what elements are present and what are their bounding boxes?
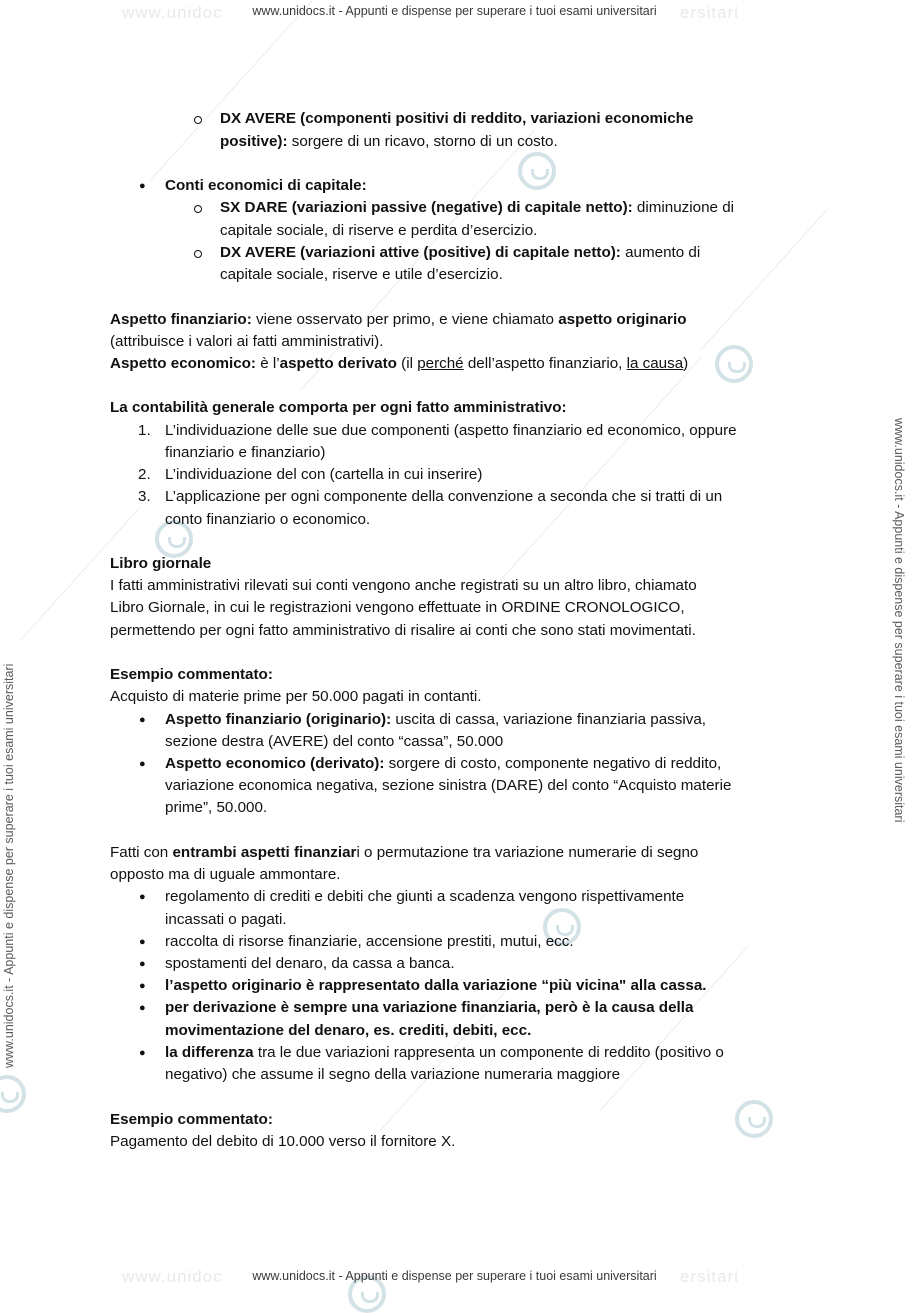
text-line: Aspetto finanziario (originario): uscita di cassa, variazione finanziaria passiva, — [165, 711, 706, 728]
text-line: spostamenti del denaro, da cassa a banca. — [165, 955, 455, 972]
bullet-icon: ● — [139, 958, 146, 970]
text-line: Acquisto di materie prime per 50.000 pagati in contanti. — [110, 688, 482, 705]
watermark-logo-icon — [715, 345, 753, 383]
text-line: capitale sociale, di riserve e perdita d’esercizio. — [220, 222, 538, 239]
watermark-logo-icon — [0, 1075, 26, 1113]
text-line: I fatti amministrativi rilevati sui conti vengono anche registrati su un altro libro, chiamato — [110, 577, 697, 594]
text-line: prime”, 50.000. — [165, 799, 268, 816]
watermark-line — [150, 0, 318, 181]
text-line: la differenza tra le due variazioni rappresenta un componente di reddito (positivo o — [165, 1044, 724, 1061]
list-number: 3. — [138, 488, 151, 505]
list-number: 2. — [138, 466, 151, 483]
watermark-text: www.unidoc — [122, 3, 223, 22]
side-watermark-left: www.unidocs.it - Appunti e dispense per superare i tuoi esami universitari — [2, 663, 16, 1068]
watermark-text: www.unidoc — [122, 1267, 223, 1286]
watermark-line — [600, 947, 748, 1111]
circle-bullet-icon — [194, 250, 202, 258]
watermark-text: ersitari — [680, 3, 740, 22]
text-line: positive): sorgere di un ricavo, storno di un costo. — [220, 133, 558, 150]
text-line: Libro Giornale, in cui le registrazioni vengono effettuate in ORDINE CRONOLOGICO, — [110, 599, 685, 616]
text-line: Conti economici di capitale: — [165, 177, 367, 194]
text-line: Fatti con entrambi aspetti finanziari o permutazione tra variazione numerarie di segno — [110, 844, 699, 861]
watermark-line — [500, 357, 701, 581]
bullet-icon: ● — [139, 180, 146, 192]
text-line: L’individuazione delle sue due componenti (aspetto finanziario ed economico, oppure — [165, 422, 737, 439]
text-line: movimentazione del denaro, es. crediti, debiti, ecc. — [165, 1022, 532, 1039]
watermark-text: ersitari — [680, 1267, 740, 1286]
text-line: DX AVERE (variazioni attive (positive) di capitale netto): aumento di — [220, 244, 701, 261]
text-line: Aspetto economico (derivato): sorgere di costo, componente negativo di reddito, — [165, 755, 722, 772]
section-heading: La contabilità generale comporta per ogni fatto amministrativo: — [110, 399, 567, 416]
text-line: regolamento di crediti e debiti che giunti a scadenza vengono rispettivamente — [165, 888, 685, 905]
circle-bullet-icon — [194, 116, 202, 124]
page-header: www.unidocs.it - Appunti e dispense per superare i tuoi esami universitari — [252, 4, 657, 18]
side-watermark-right: www.unidocs.it - Appunti e dispense per superare i tuoi esami universitari — [892, 418, 906, 823]
text-line: capitale sociale, riserve e utile d’esercizio. — [220, 266, 503, 283]
text-line: per derivazione è sempre una variazione finanziaria, però è la causa della — [165, 999, 694, 1016]
text-line: incassati o pagati. — [165, 911, 287, 928]
text-line: l’aspetto originario è rappresentato dalla variazione “più vicina" alla cassa. — [165, 977, 707, 994]
circle-bullet-icon — [194, 205, 202, 213]
text-line: raccolta di risorse finanziarie, accensione prestiti, mutui, ecc. — [165, 933, 574, 950]
text-line: L’individuazione del con (cartella in cui inserire) — [165, 466, 483, 483]
bullet-icon: ● — [139, 1047, 146, 1059]
watermark-logo-icon — [735, 1100, 773, 1138]
watermark-logo-icon — [518, 152, 556, 190]
text-line: permettendo per ogni fatto amministrativo di risalire ai conti che sono stati movimentati. — [110, 622, 696, 639]
text-line: negativo) che assume il segno della variazione numeraria maggiore — [165, 1066, 621, 1083]
list-number: 1. — [138, 422, 151, 439]
text-line: DX AVERE (componenti positivi di reddito, variazioni economiche — [220, 110, 694, 127]
text-line: Pagamento del debito di 10.000 verso il fornitore X. — [110, 1133, 456, 1150]
bullet-icon: ● — [139, 1002, 146, 1014]
bullet-icon: ● — [139, 758, 146, 770]
bullet-icon: ● — [139, 980, 146, 992]
page-footer: www.unidocs.it - Appunti e dispense per superare i tuoi esami universitari — [252, 1269, 657, 1283]
watermark-line — [700, 209, 828, 351]
text-line: Aspetto economico: è l’aspetto derivato (il perché dell’aspetto finanziario, la causa) — [110, 355, 689, 372]
text-line: sezione destra (AVERE) del conto “cassa”, 50.000 — [165, 733, 504, 750]
text-line: conto finanziario o economico. — [165, 511, 371, 528]
text-line: variazione economica negativa, sezione sinistra (DARE) del conto “Acquisto materie — [165, 777, 732, 794]
text-line: finanziario e finanziario) — [165, 444, 326, 461]
text-line: L’applicazione per ogni componente della convenzione a seconda che si tratti di un — [165, 488, 723, 505]
bullet-icon: ● — [139, 936, 146, 948]
text-line: opposto ma di uguale ammontare. — [110, 866, 341, 883]
text-line: (attribuisce i valori ai fatti amministrativi). — [110, 333, 384, 350]
text-line: SX DARE (variazioni passive (negative) di capitale netto): diminuzione di — [220, 199, 735, 216]
text-line: Aspetto finanziario: viene osservato per primo, e viene chiamato aspetto originario — [110, 311, 687, 328]
section-heading: Libro giornale — [110, 555, 212, 572]
section-heading: Esempio commentato: — [110, 666, 273, 683]
bullet-icon: ● — [139, 714, 146, 726]
section-heading: Esempio commentato: — [110, 1111, 273, 1128]
bullet-icon: ● — [139, 891, 146, 903]
